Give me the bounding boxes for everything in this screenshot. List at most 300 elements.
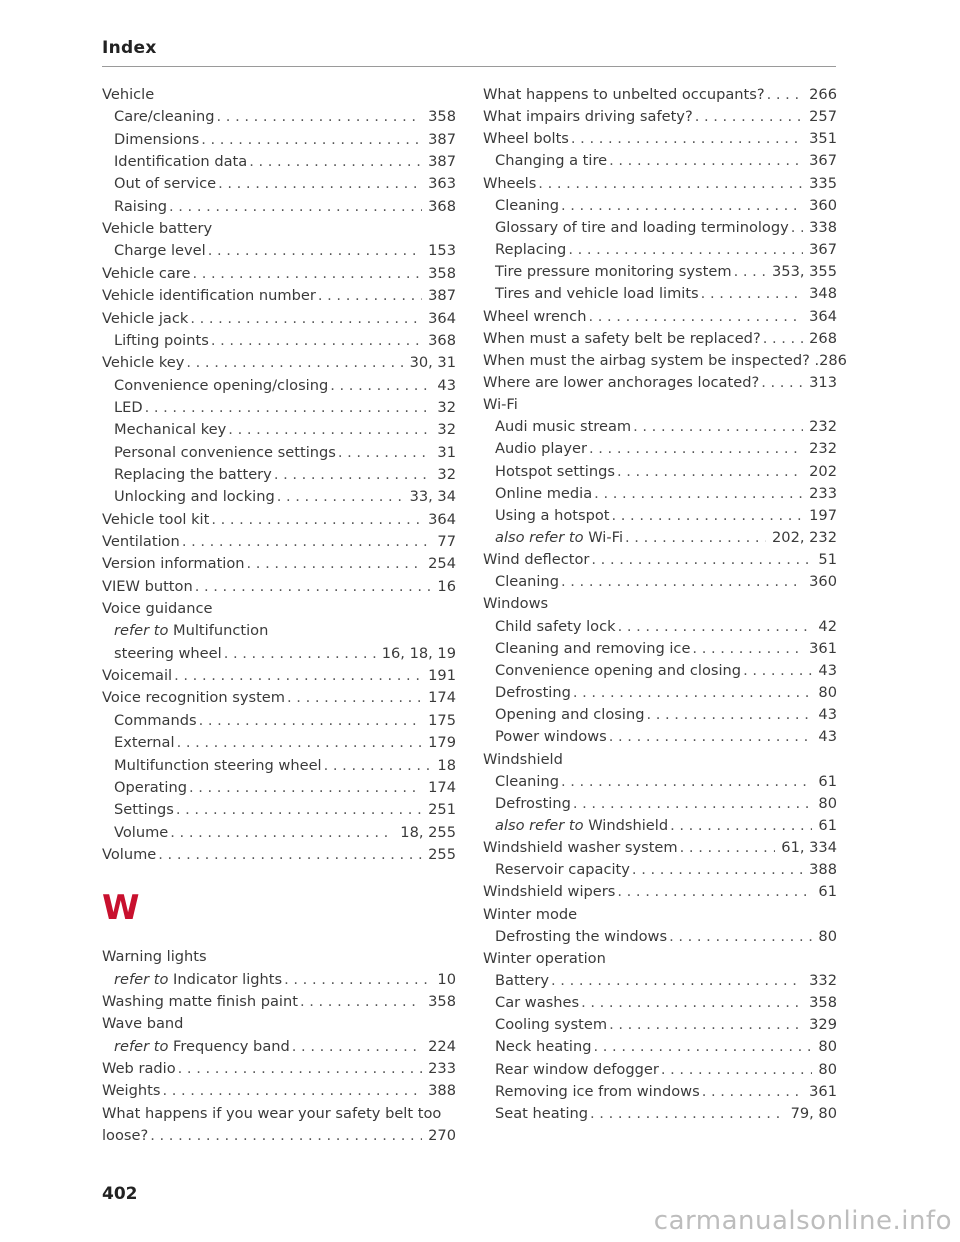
dot-leader bbox=[228, 419, 431, 441]
page-reference: 363 bbox=[428, 175, 456, 193]
index-entry bbox=[483, 837, 837, 859]
entry-term: Cooling system bbox=[495, 1016, 608, 1034]
index-subentry bbox=[114, 822, 456, 844]
index-subentry bbox=[114, 442, 456, 464]
index-subentry bbox=[495, 461, 837, 483]
dot-leader bbox=[178, 1058, 422, 1080]
dot-leader bbox=[247, 553, 423, 575]
entry-term: Washing matte finish paint bbox=[102, 992, 298, 1010]
dot-leader bbox=[625, 527, 766, 549]
dot-leader bbox=[551, 970, 803, 992]
page-reference: 313 bbox=[809, 373, 837, 391]
entry-term: Cleaning bbox=[495, 196, 559, 214]
entry-term: Cleaning and removing ice bbox=[495, 639, 691, 657]
dot-leader bbox=[609, 150, 803, 172]
page-reference: 358 bbox=[428, 108, 456, 126]
entry-term: Vehicle bbox=[102, 86, 155, 103]
index-subentry bbox=[114, 330, 456, 352]
dot-leader bbox=[195, 576, 432, 598]
dot-leader bbox=[177, 732, 423, 754]
page-reference: 61 bbox=[818, 816, 837, 834]
entry-term: Vehicle tool kit bbox=[102, 510, 210, 528]
page-reference: 80 bbox=[818, 794, 837, 812]
entry-term: Charge level bbox=[114, 242, 206, 260]
cross-reference-prefix: also refer to bbox=[495, 816, 584, 834]
page-reference: 31 bbox=[437, 443, 456, 461]
page-reference: 61 bbox=[818, 883, 837, 901]
index-subentry bbox=[114, 106, 456, 128]
dot-leader bbox=[734, 261, 766, 283]
entry-term-text: Wi-Fi bbox=[588, 529, 624, 546]
page-reference: 338 bbox=[809, 218, 837, 236]
dot-leader bbox=[174, 665, 422, 687]
index-subentry bbox=[114, 732, 456, 754]
dot-leader bbox=[145, 397, 432, 419]
entry-term: Rear window defogger bbox=[495, 1060, 659, 1078]
index-entry bbox=[483, 328, 837, 350]
entry-term: Tires and vehicle load limits bbox=[495, 285, 699, 303]
page-reference: 30, 31 bbox=[409, 354, 456, 372]
index-subentry bbox=[114, 240, 456, 262]
index-entry bbox=[483, 306, 837, 328]
index-subentry bbox=[495, 217, 837, 239]
entry-term: Vehicle battery bbox=[102, 220, 213, 238]
cross-reference-prefix: refer to bbox=[114, 970, 169, 988]
index-entry bbox=[102, 1013, 456, 1035]
index-subentry bbox=[495, 261, 837, 283]
page-reference: 268 bbox=[809, 329, 837, 347]
entry-term: loose? bbox=[102, 1127, 149, 1145]
page-reference: 232 bbox=[809, 418, 837, 436]
entry-term: Raising bbox=[114, 197, 167, 215]
index-subentry bbox=[114, 419, 456, 441]
index-subentry bbox=[495, 1036, 837, 1058]
entry-term: External bbox=[114, 734, 175, 752]
index-subentry bbox=[495, 150, 837, 172]
index-subentry bbox=[114, 755, 456, 777]
dot-leader bbox=[211, 509, 422, 531]
index-entry bbox=[102, 531, 456, 553]
dot-leader bbox=[617, 881, 812, 903]
entry-term: Convenience opening/closing bbox=[114, 376, 329, 394]
dot-leader bbox=[791, 217, 803, 239]
dot-leader bbox=[767, 84, 804, 106]
entry-term: Vehicle key bbox=[102, 354, 185, 372]
page-reference: 257 bbox=[809, 108, 837, 126]
page-reference: 77 bbox=[437, 533, 456, 550]
entry-term: Defrosting bbox=[495, 684, 571, 702]
entry-term: Wind deflector bbox=[483, 551, 590, 569]
dot-leader bbox=[609, 1014, 803, 1036]
entry-term: Vehicle care bbox=[102, 264, 191, 282]
index-entry bbox=[483, 173, 837, 195]
dot-leader bbox=[612, 505, 804, 527]
page-reference: 197 bbox=[809, 506, 837, 524]
dot-leader bbox=[617, 461, 803, 483]
page-reference: 233 bbox=[809, 484, 837, 502]
entry-term: Wheels bbox=[483, 174, 537, 192]
page-reference: 270 bbox=[428, 1127, 456, 1145]
index-subentry bbox=[495, 704, 837, 726]
page-reference: 358 bbox=[428, 264, 456, 282]
index-subentry bbox=[114, 196, 456, 218]
entry-term: Multifunction steering wheel bbox=[114, 756, 322, 774]
entry-term: VIEW button bbox=[102, 577, 193, 595]
index-entry bbox=[102, 687, 456, 709]
dot-leader bbox=[588, 306, 803, 328]
page-reference: 251 bbox=[428, 801, 456, 819]
entry-term: When must the airbag system be inspected? .286 bbox=[483, 351, 847, 369]
entry-term: Settings bbox=[114, 801, 174, 819]
index-subentry bbox=[114, 397, 456, 419]
entry-term: Defrosting bbox=[495, 794, 571, 812]
entry-term: Care/cleaning bbox=[114, 108, 215, 126]
index-subentry bbox=[114, 710, 456, 732]
entry-term: Mechanical key bbox=[114, 421, 227, 439]
index-subentry bbox=[495, 682, 837, 704]
dot-leader bbox=[249, 151, 422, 173]
entry-term: Commands bbox=[114, 711, 197, 729]
page-reference: 42 bbox=[818, 617, 837, 635]
dot-leader bbox=[170, 822, 394, 844]
page-reference: 329 bbox=[809, 1016, 837, 1034]
entry-term: When must a safety belt be replaced? bbox=[483, 329, 761, 347]
dot-leader bbox=[287, 687, 422, 709]
dot-leader bbox=[633, 416, 803, 438]
page-reference: 351 bbox=[809, 130, 837, 148]
dot-leader bbox=[573, 793, 813, 815]
cross-reference-prefix: refer to bbox=[114, 1037, 169, 1055]
entry-term: Vehicle identification number bbox=[102, 287, 316, 305]
dot-leader bbox=[661, 1059, 813, 1081]
index-subentry bbox=[114, 969, 456, 991]
index-subentry bbox=[495, 283, 837, 305]
index-entry bbox=[483, 106, 837, 128]
dot-leader bbox=[589, 438, 803, 460]
entry-term: Winter operation bbox=[483, 949, 606, 967]
dot-leader bbox=[162, 1080, 422, 1102]
page-reference: 360 bbox=[809, 196, 837, 214]
page-reference: 179 bbox=[428, 734, 456, 752]
index-subentry bbox=[495, 1103, 837, 1125]
dot-leader bbox=[646, 704, 812, 726]
watermark: carmanualsonline.info bbox=[653, 1206, 952, 1236]
index-subentry bbox=[495, 726, 837, 748]
page-reference: 360 bbox=[809, 573, 837, 591]
dot-leader bbox=[224, 643, 376, 665]
entry-term: Voice recognition system bbox=[102, 689, 286, 707]
index-entry bbox=[102, 946, 456, 968]
entry-term: Version information bbox=[102, 555, 245, 573]
dot-leader bbox=[189, 777, 422, 799]
entry-term: Hotspot settings bbox=[495, 462, 615, 480]
page-reference: 387 bbox=[428, 130, 456, 148]
entry-term: Voice guidance bbox=[102, 600, 213, 618]
entry-term: Volume bbox=[102, 845, 157, 863]
dot-leader bbox=[763, 328, 803, 350]
page-number: 402 bbox=[102, 1184, 138, 1204]
index-subentry bbox=[114, 643, 456, 665]
entry-term: Audi music stream bbox=[495, 418, 632, 436]
index-entry bbox=[483, 128, 837, 150]
entry-term: Car washes bbox=[495, 994, 580, 1012]
dot-leader bbox=[150, 1125, 422, 1147]
entry-term: What happens to unbelted occupants? bbox=[483, 86, 765, 103]
dot-leader bbox=[318, 285, 422, 307]
entry-term bbox=[114, 1036, 290, 1058]
dot-leader bbox=[292, 1036, 422, 1058]
page-reference: 43 bbox=[818, 706, 837, 724]
page-reference: 335 bbox=[809, 174, 837, 192]
dot-leader bbox=[632, 859, 803, 881]
page-reference: 361 bbox=[809, 639, 837, 657]
dot-leader bbox=[169, 196, 422, 218]
index-entry bbox=[483, 593, 837, 615]
index-subentry bbox=[495, 571, 837, 593]
entry-term: What impairs driving safety? bbox=[483, 108, 693, 126]
entry-term: Wheel bolts bbox=[483, 130, 569, 148]
entry-term bbox=[495, 527, 623, 549]
index-subentry bbox=[495, 970, 837, 992]
page-reference: 191 bbox=[428, 667, 456, 685]
page-reference: 364 bbox=[428, 510, 456, 528]
page-reference: 80 bbox=[818, 684, 837, 702]
entry-term: steering wheel bbox=[114, 644, 222, 662]
page-reference: 364 bbox=[809, 307, 837, 325]
page-reference: 358 bbox=[809, 994, 837, 1012]
page-reference: 32 bbox=[437, 421, 456, 439]
dot-leader bbox=[702, 1081, 803, 1103]
dot-leader bbox=[284, 969, 431, 991]
index-subentry bbox=[114, 486, 456, 508]
entry-term bbox=[495, 815, 668, 837]
entry-term: What happens if you wear your safety belt too bbox=[102, 1104, 442, 1122]
entry-term bbox=[114, 969, 282, 991]
page-reference: 232 bbox=[809, 440, 837, 458]
index-entry bbox=[483, 904, 837, 926]
dot-leader bbox=[590, 1103, 785, 1125]
index-subentry bbox=[495, 416, 837, 438]
header-divider bbox=[102, 66, 836, 67]
entry-term: Vehicle jack bbox=[102, 309, 189, 327]
entry-term: Unlocking and locking bbox=[114, 488, 275, 506]
entry-term: Windshield washer system bbox=[483, 839, 678, 857]
index-entry bbox=[483, 84, 837, 106]
page-reference: 61 bbox=[818, 772, 837, 790]
entry-term: Windows bbox=[483, 595, 549, 613]
index-entry bbox=[102, 308, 456, 330]
page-reference: 32 bbox=[437, 465, 456, 483]
page-reference: 10 bbox=[437, 970, 456, 988]
dot-leader bbox=[199, 710, 423, 732]
page-reference: 16, 18, 19 bbox=[381, 644, 456, 662]
dot-leader bbox=[743, 660, 812, 682]
entry-term: Audio player bbox=[495, 440, 587, 458]
index-subentry bbox=[495, 195, 837, 217]
entry-term: Wave band bbox=[102, 1015, 184, 1033]
page-reference: 18, 255 bbox=[400, 823, 456, 841]
index-subentry bbox=[114, 464, 456, 486]
index-subentry bbox=[495, 793, 837, 815]
index-entry bbox=[102, 665, 456, 687]
index-entry bbox=[102, 218, 456, 240]
page-reference: 43 bbox=[437, 376, 456, 394]
index-entry bbox=[102, 576, 456, 598]
index-subentry bbox=[495, 638, 837, 660]
page-reference: 254 bbox=[428, 555, 456, 573]
entry-term: Replacing bbox=[495, 241, 567, 259]
index-subentry bbox=[495, 815, 837, 837]
entry-term-text: Multifunction bbox=[173, 622, 269, 640]
index-subentry bbox=[114, 129, 456, 151]
page-reference: 388 bbox=[809, 861, 837, 879]
page-reference: 79, 80 bbox=[790, 1104, 837, 1122]
entry-term: Neck heating bbox=[495, 1038, 592, 1056]
page-reference: 202, 232 bbox=[772, 529, 837, 546]
dot-leader bbox=[561, 195, 803, 217]
index-entry bbox=[102, 553, 456, 575]
entry-term: Wi-Fi bbox=[483, 396, 518, 414]
page-reference: 153 bbox=[428, 242, 456, 260]
dot-leader bbox=[573, 682, 813, 704]
page-reference: 80 bbox=[818, 927, 837, 945]
index-entry bbox=[102, 1125, 456, 1147]
index-entry bbox=[483, 881, 837, 903]
dot-leader bbox=[182, 531, 432, 553]
entry-term: Volume bbox=[114, 823, 169, 841]
index-subentry bbox=[495, 992, 837, 1014]
dot-leader bbox=[593, 1036, 812, 1058]
page-reference: 332 bbox=[809, 972, 837, 989]
page-reference: 233 bbox=[428, 1060, 456, 1077]
index-subentry bbox=[114, 620, 456, 642]
page-reference: 174 bbox=[428, 778, 456, 796]
dot-leader bbox=[208, 240, 422, 262]
page-reference: 367 bbox=[809, 152, 837, 170]
page-reference: 61, 334 bbox=[781, 839, 837, 857]
index-subentry bbox=[495, 1081, 837, 1103]
index-entry bbox=[483, 948, 837, 970]
dot-leader bbox=[338, 442, 432, 464]
entry-term: Wheel wrench bbox=[483, 307, 587, 325]
dot-leader bbox=[581, 992, 803, 1014]
dot-leader bbox=[591, 549, 812, 571]
dot-leader bbox=[330, 375, 431, 397]
entry-term: Personal convenience settings bbox=[114, 443, 336, 461]
dot-leader bbox=[568, 239, 803, 261]
entry-term: Changing a tire bbox=[495, 152, 608, 170]
index-subentry bbox=[495, 660, 837, 682]
entry-term: Cleaning bbox=[495, 772, 559, 790]
entry-term: Child safety lock bbox=[495, 617, 616, 635]
entry-term: Replacing the battery bbox=[114, 465, 272, 483]
cross-reference-prefix: refer to bbox=[114, 622, 169, 640]
index-entry bbox=[102, 991, 456, 1013]
entry-term: Voicemail bbox=[102, 667, 173, 685]
index-entry bbox=[102, 844, 456, 866]
entry-term: Removing ice from windows bbox=[495, 1082, 700, 1100]
page-reference: 51 bbox=[818, 551, 837, 569]
cross-reference-prefix: also refer to bbox=[495, 529, 584, 546]
index-entry bbox=[483, 549, 837, 571]
page-reference: 388 bbox=[428, 1082, 456, 1100]
page-title: Index bbox=[102, 38, 157, 58]
entry-term: Seat heating bbox=[495, 1104, 589, 1122]
entry-term: Power windows bbox=[495, 728, 607, 746]
dot-leader bbox=[695, 106, 803, 128]
dot-leader bbox=[324, 755, 432, 777]
entry-term: Tire pressure monitoring system bbox=[495, 263, 732, 281]
entry-term: Warning lights bbox=[102, 948, 207, 966]
dot-leader bbox=[176, 799, 422, 821]
index-subentry bbox=[495, 771, 837, 793]
page-reference: 80 bbox=[818, 1060, 837, 1078]
index-entry bbox=[102, 1103, 456, 1125]
index-subentry bbox=[114, 173, 456, 195]
dot-leader bbox=[538, 173, 803, 195]
index-entry bbox=[483, 749, 837, 771]
page-reference: 367 bbox=[809, 241, 837, 259]
index-subentry bbox=[495, 1059, 837, 1081]
entry-term: Online media bbox=[495, 484, 593, 502]
page-reference: 43 bbox=[818, 728, 837, 746]
dot-leader bbox=[761, 372, 803, 394]
entry-term-text: Windshield bbox=[588, 816, 669, 834]
index-subentry bbox=[114, 799, 456, 821]
dot-leader bbox=[192, 263, 422, 285]
dot-leader bbox=[158, 844, 422, 866]
dot-leader bbox=[300, 991, 422, 1013]
entry-term: Weights bbox=[102, 1082, 161, 1100]
page-reference: 387 bbox=[428, 153, 456, 171]
index-subentry bbox=[114, 151, 456, 173]
index-entry bbox=[483, 350, 847, 372]
page-reference: 353, 355 bbox=[772, 263, 837, 281]
dot-leader bbox=[571, 128, 803, 150]
index-entry bbox=[102, 352, 456, 374]
index-subentry bbox=[114, 1036, 456, 1058]
page-reference: 368 bbox=[428, 331, 456, 349]
index-subentry bbox=[495, 616, 837, 638]
page-reference: 175 bbox=[428, 711, 456, 729]
entry-term: Ventilation bbox=[102, 533, 180, 550]
dot-leader bbox=[594, 483, 803, 505]
page-reference: 174 bbox=[428, 689, 456, 707]
dot-leader bbox=[274, 464, 432, 486]
entry-term-text: Indicator lights bbox=[173, 970, 283, 988]
page-reference: 43 bbox=[818, 661, 837, 679]
index-subentry bbox=[495, 1014, 837, 1036]
entry-term: Windshield wipers bbox=[483, 883, 616, 901]
dot-leader bbox=[211, 330, 422, 352]
entry-term: Opening and closing bbox=[495, 706, 645, 724]
page-reference: 368 bbox=[428, 197, 456, 215]
entry-term: Operating bbox=[114, 778, 187, 796]
index-subentry bbox=[495, 926, 837, 948]
entry-term: Cleaning bbox=[495, 573, 559, 591]
entry-term: LED bbox=[114, 398, 143, 416]
entry-term: Battery bbox=[495, 972, 550, 989]
dot-leader bbox=[670, 815, 812, 837]
dot-leader bbox=[561, 571, 803, 593]
page-reference: 387 bbox=[428, 287, 456, 305]
dot-leader bbox=[609, 726, 813, 748]
index-entry bbox=[483, 372, 837, 394]
page-reference: 32 bbox=[437, 398, 456, 416]
entry-term: Web radio bbox=[102, 1060, 176, 1077]
page-reference: 33, 34 bbox=[409, 488, 456, 506]
dot-leader bbox=[692, 638, 803, 660]
